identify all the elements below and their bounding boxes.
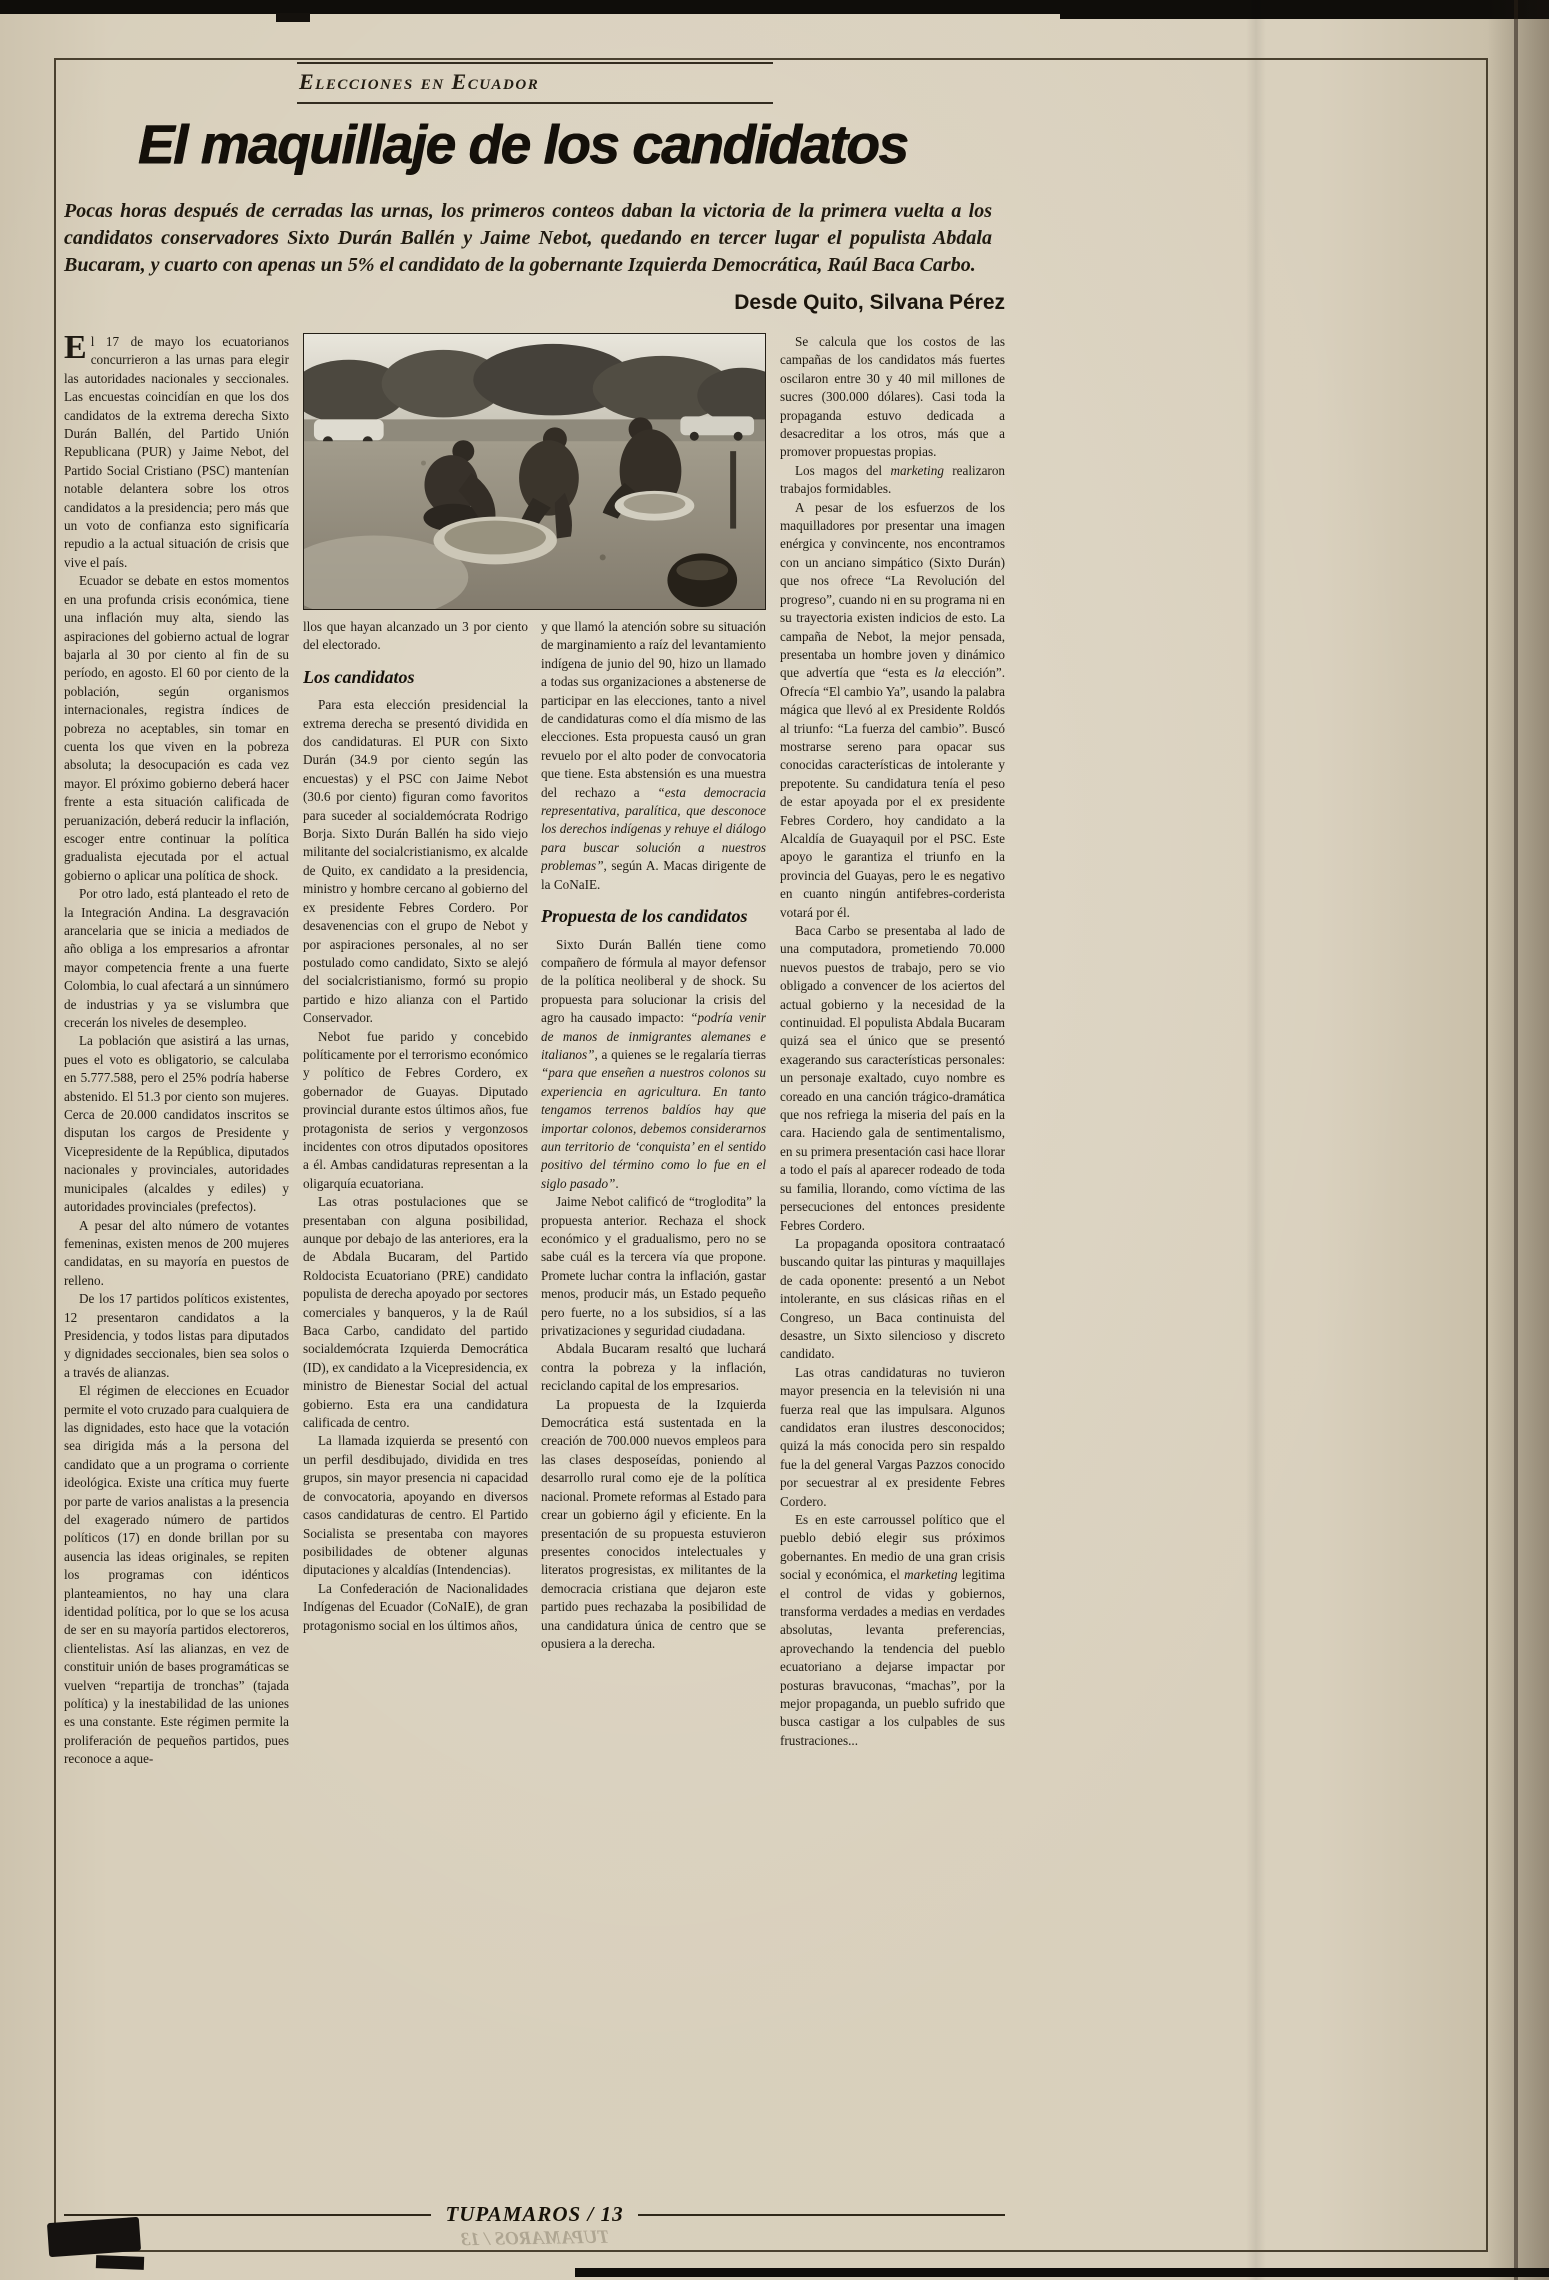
article-paragraph: Los magos del marketing realizaron trabajos formidables. [780,462,1005,497]
article-body [64,333,1005,2195]
section-subheading: Los candidatos [303,666,415,687]
page-footer [64,2202,1005,2227]
photo-illustration [304,334,765,609]
scan-artifact-blob [47,2217,141,2257]
column-1 [64,333,289,2195]
article-paragraph: El régimen de elecciones en Ecuador permite el voto cruzado para cualquiera de las dignidades, esto hace que la votación sea dirigida más a la persona del candidato que a un programa o corriente ideológica. Existe una crítica muy fuerte por parte de varios analistas a la presencia del exagerado número de partidos políticos (17) en donde brillan por su ausencia las ideas originales, se repiten los programas con idénticos planteamientos, no hay una clara identidad política, por lo que se los acusa de ser en su mayoría partidos electoreros, clientelistas. Así las alianzas, en vez de constituir unión de bases programáticas se vuelven “repartija de tronchas” (tajada política) y la inestabilidad de las uniones es una constante. Este régimen permite la proliferación de pequeños partidos, pues reconoce a aque- [64,1383,289,1767]
page-edge-line [1514,0,1518,2280]
article-paragraph: Se calcula que los costos de las campañas de los candidatos más fuertes oscilaron entre 30 y 40 mil millones de sucres (300.000 dólares). Casi toda la propaganda estuvo dedicada a desacreditar a los otros, más que a promover propuestas propias. [780,334,1005,460]
article-paragraph: El 17 de mayo los ecuatorianos concurrieron a las urnas para elegir las autoridades nacionales y seccionales. Las encuestas coincidían en que los dos candidatos de la extrema derecha Sixto Durán Ballén, del Partido Unión Republicana (PUR) y Jaime Nebot, del Partido Social Cristiano (PSC) mantenían notable delantera sobre los otros candidatos a la presidencia; pero más que un voto de confianza esto significaría repudio a la actual situación de crisis que vive el país. [64,333,289,570]
article-byline: Desde Quito, Silvana Pérez [734,291,1005,314]
article-paragraph: Sixto Durán Ballén tiene como compañero de fórmula al mayor defensor de la política neoliberal y de shock. Su propuesta para solucionar la crisis del agro ha causado impacto: “podría venir de manos de inmigrantes alemanes e italianos”, a quienes se le regalaría tierras “para que enseñen a nuestros colonos su experiencia en agricultura. En tanto tengamos terrenos baldíos hay que importar colonos, debemos considerarnos aun territorio de ‘conquista’ en el sentido positivo del término como lo fue en el siglo pasado”. [541,936,766,1191]
column-3 [541,618,766,2195]
section-subheading: Propuesta de los candidatos [541,906,748,927]
article-paragraph: A pesar de los esfuerzos de los maquilladores por presentar una imagen enérgica y convincente, nos encontramos con un anciano simpático (Sixto Durán) que nos ofrece “La Revolución del progreso”, cuando ni en su programa ni en su trayectoria existen indicios de esto. La campaña de Nebot, la mejor pensada, presentaba un hombre joven y dinámico que advertía que “esta es la elección”. Ofrecía “El cambio Ya”, usando la palabra mágica que llevó al ex Presidente Roldós al triunfo: “La fuerza del cambio”. Buscó mostrarse sereno para opacar sus conocidas características de intolerante y prepotente. Su candidatura tenía el peso de estar apoyada por el ex presidente Febres Cordero, hoy candidato a la Alcaldía de Guayaquil por el PSC. Este apoyo le garantiza el triunfo en la provincia del Guayas, pero le es negativo en cuanto ningún antifebres-corderista votará por él. [780,499,1005,920]
article-paragraph: La propuesta de la Izquierda Democrática está sustentada en la creación de 700.000 nuevos empleos para las clases desposeídas, poniendo al desarrollo rural como eje de la política nacional. Promete reformas al Estado para crear un gobierno ágil y eficiente. En la presentación de su propuesta estuvieron presentes conocidos intelectuales y literatos progresistas, ex militantes de la democracia cristiana que dejaron este partido pues rechazaba la posibilidad de una candidatura única de centro que se opusiera a la derecha. [541,1396,766,1651]
article-paragraph: Las otras candidaturas no tuvieron mayor presencia en la televisión ni una fuerza real que las impulsara. Algunos candidatos eran ilustres desconocidos; quizá la más conocida pero sin respaldo fue la del general Vargas Pazzos conocido por secuestrar al ex presidente Febres Cordero. [780,1364,1005,1509]
article-paragraph: Ecuador se debate en estos momentos en una profunda crisis económica, tiene una inflación muy alta, siendo las aspiraciones del gobierno actual de lograr bajarla al 30 por ciento al fin de su período, en agosto. El 60 por ciento de la población, según organismos internacionales, registra índices de pobreza no aceptables, sin tomar en cuenta los que viven en la pobreza absoluta; la desocupación es cada vez mayor. El próximo gobierno deberá hacer frente a esta situación calificada de peruanización, deberá reducir la inflación, escoger entre continuar la política gradualista ejecutada por el actual gobierno o aplicar una política de shock. [64,573,289,883]
columns-under-photo [303,618,766,2195]
column-4 [780,333,1005,2195]
column-middle-wrap [303,333,766,2195]
footer-page-label: TUPAMAROS / 13 [445,2202,624,2226]
scan-artifact-blob-small [96,2255,144,2270]
article-paragraph: A pesar del alto número de votantes femeninas, existen menos de 200 mujeres candidatas, en su mayoría en puestos de relleno. [64,1217,289,1288]
footer-rule-left [64,2214,431,2216]
scan-artifact-bottom-streak [575,2268,1549,2277]
footer-rule-right [638,2214,1005,2216]
article-paragraph: La llamada izquierda se presentó con un perfil desdibujado, dividida en tres grupos, sin mayor presencia ni capacidad de convocatoria, apoyando en diversos casos candidaturas de centro. El Partido Socialista se presentaba con mayores posibilidades de obtener algunas diputaciones y alcaldías (Intendencias). [303,1433,528,1578]
article-paragraph: y que llamó la atención sobre su situación de marginamiento a raíz del levantamiento indígena de junio del 90, hizo un llamado a todas sus organizaciones a abstenerse de participar en las elecciones, tanto a nivel de candidaturas como el día mismo de las elecciones. Esta propuesta causó un gran revuelo por el alto poder de convocatoria que tiene. Esta abstensión es una muestra del rechazo a “esta democracia representativa, paralítica, que desconoce los derechos indígenas y rehuye el diálogo para buscar solución a nuestros problemas”, según A. Macas dirigente de la CoNaIE. [541,619,766,892]
column-2 [303,618,528,2195]
article-paragraph: Baca Carbo se presentaba al lado de una computadora, prometiendo 70.000 nuevos puestos de trabajo, pero se vio obligado a convencer de los aciertos del actual gobierno y la necesidad de la continuidad. El populista Abdala Bucaram quizá sea el único que se presentó exagerando sus características personales: un personaje exaltado, cuyo nombre es coreado en una canción trágico-dramática que nos refriega la miseria del país en la cara. Haciendo gala de sentimentalismo, en su primera presentación casi hace llorar a todo el país al aparecer rodeado de toda su familia, llorando, como víctima de las persecuciones del entonces presidente Febres Cordero. [780,923,1005,1233]
article-headline: El maquillaje de los candidatos [137,113,908,175]
article-lede: Pocas horas después de cerradas las urnas, los primeros conteos daban la victoria de la primera vuelta a los candidatos conservadores Sixto Durán Ballén y Jaime Nebot, quedando en tercer lugar el populista Abdala Bucaram, y cuarto con apenas un 5% el candidato de la gobernante Izquierda Democrática, Raúl Baca Carbo. [64,200,992,276]
section-kicker: Elecciones en Ecuador [297,62,773,104]
article-paragraph: Para esta elección presidencial la extrema derecha se presentó dividida en dos candidaturas. El PUR con Sixto Durán (34.9 por ciento según las encuestas) y el PSC con Jaime Nebot (30.6 por ciento) figuran como favoritos para suceder al socialdemócrata Rodrigo Borja. Sixto Durán Ballén ha sido viejo militante del socialcristianismo, ex alcalde de Quito, ex candidato a la presidencia, ministro y hombre cercano al gobierno del ex presidente Febres Cordero. Por desavenencias con el grupo de Nebot y por aspiraciones personales, al no ser postulado como candidato, Sixto se alejó del socialcristianismo, formó su propio partido e hizo alianza con el Partido Conservador. [303,697,528,1026]
article-paragraph: Las otras postulaciones que se presentaban con alguna posibilidad, aunque por debajo de las anteriores, era la de Abdala Bucaram, del Partido Roldocista Ecuatoriano (PRE) candidato populista de derecha apoyado por sectores comerciales y banqueros, y la de Raúl Baca Carbo, candidato del partido socialdemócrata Izquierda Democrática (ID), ex candidato a la Vicepresidencia, ex ministro de Bienestar Social del actual gobierno. Esta era una candidatura calificada de centro. [303,1194,528,1431]
footer-showthrough-label: TUPAMAROS / 13 [460,2226,610,2251]
page-edge-shadow [1487,0,1549,2280]
article-paragraph: Es en este carroussel político que el pueblo debió elegir sus próximos gobernantes. En medio de una gran crisis social y económica, el marketing legitima el control de vidas y gobiernos, transforma verdades a medias en verdades absolutas, levanta preferencias, aprovechando la tendencia del pueblo ecuatoriano a dejarse impactar por posturas bravuconas, “machas”, por la mejor propaganda, un pueblo sufrido que busca castigar a los culpables de sus frustraciones... [780,1512,1005,1748]
scan-artifact-nub [276,13,310,22]
article-photo [303,333,766,610]
article-paragraph: La Confederación de Nacionalidades Indígenas del Ecuador (CoNaIE), de gran protagonismo social en los últimos años, [303,1580,528,1633]
article-paragraph: Nebot fue parido y concebido políticamente por el terrorismo económico y político de Febres Cordero, ex gobernador de Guayas. Diputado provincial durante estos últimos años, fue protagonista de serios y vergonzosos incidentes con otros diputados opositores a él. Ambas candidaturas representan a la oligarquía ecuatoriana. [303,1028,528,1191]
article-paragraph: Por otro lado, está planteado el reto de la Integración Andina. La desgravación arancelaria que se inicia a mediados de año obliga a los empresarios a afrontar mayor competencia frente a una fuerte Colombia, lo cual afectará a un sinnúmero de industrias y ya se vislumbra que crecerán los niveles de desempleo. [64,886,289,1031]
article-paragraph: llos que hayan alcanzado un 3 por ciento del electorado. [303,619,528,653]
article-paragraph: De los 17 partidos políticos existentes, 12 presentaron candidatos a la Presidencia, y todos listas para diputados y dignidades seccionales, bien sea solos o a través de alianzas. [64,1291,289,1380]
article-paragraph: La propaganda opositora contraatacó buscando quitar las pinturas y maquillajes de cada oponente: presentó a un Nebot intolerante, en sus clásicas riñas en el Congreso, un Baca continuista del desastre, un Sixto silencioso y discreto candidato. [780,1235,1005,1362]
article-paragraph: Jaime Nebot calificó de “troglodita” la propuesta anterior. Rechaza el shock económico y el gradualismo, pero no se sabe cuál es la tercera vía que propone. Promete luchar contra la inflación, gastar menos, producir más, un Estado pequeño pero fuerte, no a los subsidios, sí a las privatizaciones y seguridad ciudadana. [541,1194,766,1339]
scan-artifact-top-bar-right [1060,0,1549,19]
article-paragraph: La población que asistirá a las urnas, pues el voto es obligatorio, se calculaba en 5.777.588, pero el 25% podría haberse abstenido. El 51.3 por ciento son mujeres. Cerca de 20.000 candidatos inscritos se disputan los cargos de Presidente y Vicepresidente de la República, diputados nacionales y provinciales, autoridades municipales (alcaldes y ediles) y autoridades provinciales (prefectos). [64,1033,289,1215]
article-paragraph: Abdala Bucaram resaltó que luchará contra la pobreza y la inflación, reciclando capital de los empresarios. [541,1341,766,1394]
